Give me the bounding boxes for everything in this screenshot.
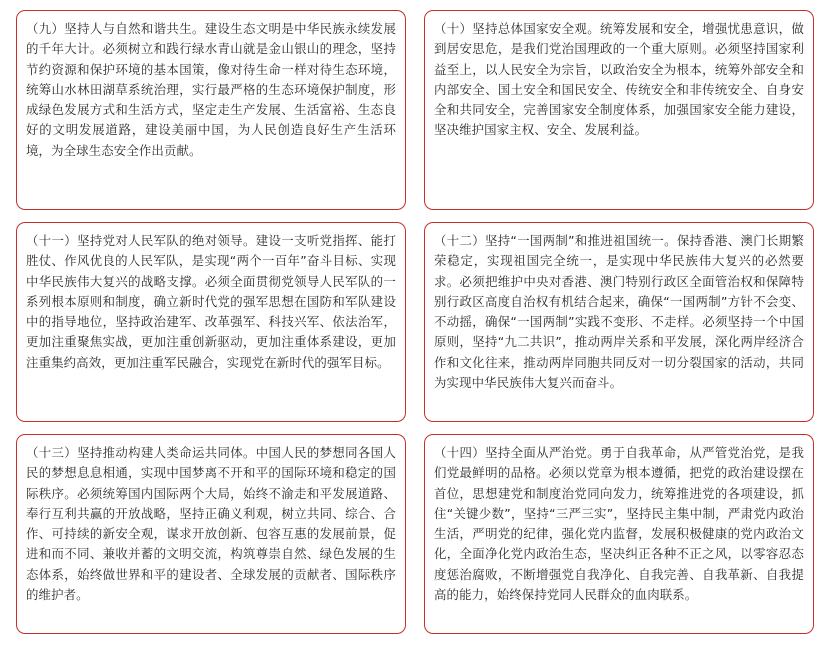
card-item-11 <box>16 222 406 422</box>
card-item-13 <box>16 434 406 634</box>
card-item-12 <box>424 222 814 422</box>
card-text-10: （十）坚持总体国家安全观。统筹发展和安全，增强忧患意识，做到居安思危，是我们党治国理政的一个重大原则。必须坚持国家利益至上，以人民安全为宗旨，以政治安全为根本，统筹外部安全和内部安全、国土安全和国民安全、传统安全和非传统安全、自身安全和共同安全，完善国家安全制度体系，加强国家安全能力建设，坚决维护国家主权、安全、发展利益。 <box>434 21 804 138</box>
card-item-9 <box>16 10 406 210</box>
cards-grid <box>16 10 814 634</box>
card-text-14: （十四）坚持全面从严治党。勇于自我革命，从严管党治党，是我们党最鲜明的品格。必须以党章为根本遵循，把党的政治建设摆在首位，思想建党和制度治党同向发力，统筹推进党的各项建设，抓住“关键少数”，坚持“三严三实”，坚持民主集中制，严肃党内政治生活，严明党的纪律，强化党内监督，发展积极健康的党内政治文化，全面净化党内政治生态，坚决纠正各种不正之风，以零容忍态度惩治腐败，不断增强党自我净化、自我完善、自我革新、自我提高的能力，始终保持党同人民群众的血肉联系。 <box>434 445 804 603</box>
card-text-9: （九）坚持人与自然和谐共生。建设生态文明是中华民族永续发展的千年大计。必须树立和践行绿水青山就是金山银山的理念，坚持节约资源和保护环境的基本国策，像对待生命一样对待生态环境，统筹山水林田湖草系统治理，实行最严格的生态环境保护制度，形成绿色发展方式和生活方式，坚定走生产发展、生活富裕、生态良好的文明发展道路，建设美丽中国，为人民创造良好生产生活环境，为全球生态安全作出贡献。 <box>26 21 396 158</box>
card-item-14 <box>424 434 814 634</box>
card-item-10 <box>424 10 814 210</box>
card-text-12: （十二）坚持“一国两制”和推进祖国统一。保持香港、澳门长期繁荣稳定，实现祖国完全统一，是实现中华民族伟大复兴的必然要求。必须把维护中央对香港、澳门特别行政区全面管治权和保障特别行政区高度自治权有机结合起来，确保“一国两制”方针不会变、不动摇，确保“一国两制”实践不变形、不走样。必须坚持一个中国原则，坚持“九二共识”，推动两岸关系和平发展，深化两岸经济合作和文化往来，推动两岸同胞共同反对一切分裂国家的活动，共同为实现中华民族伟大复兴而奋斗。 <box>434 233 804 391</box>
card-text-11: （十一）坚持党对人民军队的绝对领导。建设一支听党指挥、能打胜仗、作风优良的人民军队，是实现“两个一百年”奋斗目标、实现中华民族伟大复兴的战略支撑。必须全面贯彻党领导人民军队的一系列根本原则和制度，确立新时代党的强军思想在国防和军队建设中的指导地位，坚持政治建军、改革强军、科技兴军、依法治军，更加注重聚焦实战，更加注重创新驱动，更加注重体系建设，更加注重集约高效，更加注重军民融合，实现党在新时代的强军目标。 <box>26 233 396 370</box>
card-text-13: （十三）坚持推动构建人类命运共同体。中国人民的梦想同各国人民的梦想息息相通，实现中国梦离不开和平的国际环境和稳定的国际秩序。必须统筹国内国际两个大局，始终不渝走和平发展道路、奉行互利共赢的开放战略，坚持正确义利观，树立共同、综合、合作、可持续的新安全观，谋求开放创新、包容互惠的发展前景，促进和而不同、兼收并蓄的文明交流，构筑尊崇自然、绿色发展的生态体系，始终做世界和平的建设者、全球发展的贡献者、国际秩序的维护者。 <box>26 445 396 603</box>
